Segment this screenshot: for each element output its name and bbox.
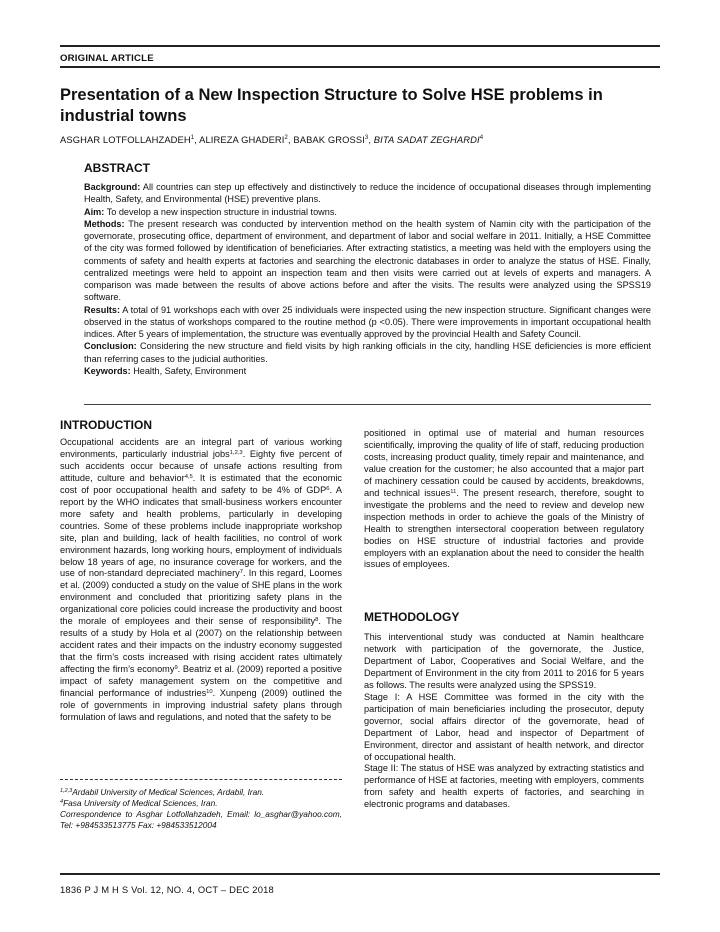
abstract-heading: ABSTRACT: [84, 161, 150, 175]
correspondence-line: Correspondence to Asghar Lotfollahzadeh, Email: lo_asghar@yahoo.com, Tel: +984533513775 Fax: +984533512004: [60, 809, 342, 831]
affiliation-line: $^{1,2,3}$Ardabil University of Medical Sciences, Ardabil, Iran.: [60, 787, 265, 797]
abstract-conclusion: Conclusion: Considering the new structure and field visits by high ranking officials in the city, handling HSE deficiencies is more efficient than referring cases to the judicial authorities.: [84, 341, 651, 364]
citation-marker: 8: [315, 617, 319, 624]
author-list: ASGHAR LOTFOLLAHZADEH$^1$, ALIREZA GHADERI$^2$, BABAK GROSSI$^3$, BITA SADAT ZEGHARDI$^4$: [60, 134, 484, 145]
abstract-aim: Aim: To develop a new inspection structure in industrial towns.: [84, 206, 337, 217]
abstract-body: [84, 181, 651, 377]
author-name: BABAK GROSSI: [293, 134, 365, 145]
abstract-rule: [84, 404, 651, 405]
introduction-heading: INTRODUCTION: [60, 418, 152, 432]
methodology-stage-1: Stage I: A HSE Committee was formed in the city with the participation of main beneficiaries including the prosecutor, deputy governor, social affairs director of the governorate, head of Department of Labor, head and inspector of Department of Environment, director and assistant of health network, and director of occupational health.: [364, 691, 644, 762]
citation-marker: 11: [450, 488, 457, 495]
abstract-background: Background: All countries can step up effectively and distinctively to reduce the incidence of occupational diseases through implementing Health, Safety, and Environmental (HSE) preventive plans.: [84, 182, 651, 205]
affiliation-footnotes: [60, 787, 342, 831]
abstract-results: Results: A total of 91 workshops each with over 25 individuals were inspected using the new inspection structure. Significant changes were observed in the status of workshops compared to the routine method (p <0.05). There were improvements in important occupational health indices. After 5 years of implementation, the structure was eventually approved by the provincial Health and Safety Council.: [84, 304, 651, 339]
affiliation-line: $^4$Fasa University of Medical Sciences, Iran.: [60, 798, 218, 809]
abstract-methods: Methods: The present research was conducted by intervention method on the health system of Namin city with the participation of the governorate, prosecuting office, department of environment, and department of labor and social welfare in 2011. Initially, a HSE Committee of the city was formed followed by identification of beneficiaries. After extracting statistics, a meeting was held with the employers using the comments of safety and health experts at factories and searching the electronic databases in order to analyze the status of HSE. Finally, centralized meetings were held to appoint an inspection team and then visits were carried out at levels of experts and managers. A comparison was made between the results of above actions before and after the visits. The results were analyzed using the SPSS19 software.: [84, 218, 651, 303]
author-affiliation-marker: 4: [479, 135, 484, 141]
methodology-body: [364, 632, 644, 811]
citation-marker: 1,2,3: [229, 449, 243, 456]
introduction-body: [60, 437, 342, 724]
citation-marker: 10: [206, 689, 213, 696]
top-rule: [60, 45, 660, 47]
header-rule: [60, 66, 660, 68]
author-name: ASGHAR LOTFOLLAHZADEH: [60, 134, 191, 145]
citation-marker: 6: [326, 485, 330, 492]
author-affiliation-marker: 3: [364, 135, 369, 141]
author-affiliation-marker: 1: [190, 135, 195, 141]
methodology-heading: METHODOLOGY: [364, 610, 460, 624]
introduction-paragraph: positioned in optimal use of material and human resources scientifically, improving the quality of life of staff, reducing production costs, increasing product quality, timely repair and maintenance, and value creation for the customer; he also accounted that a major part of machinery cessation could be caused by accidents, breakdowns, and technical issues$^{11}$. The present research, therefore, sought to investigate the problems and the need to review and develop new inspection methods in order to achieve the goals of the Ministry of Health to strengthen intersectoral cooperation between regulatory bodies on HSE structure of industrial factories and provide employers with an explanation about the need to consider the health issues of employees.: [364, 428, 644, 570]
introduction-continued: [364, 428, 644, 571]
methodology-stage-2: Stage II: The status of HSE was analyzed by extracting statistics and performance of HSE at factories, meeting with employers, comments from safety and health experts of factories, and searching in electronic programs and databases.: [364, 763, 644, 810]
article-title: Presentation of a New Inspection Structure to Solve HSE problems in industrial towns: [60, 86, 603, 125]
abstract-keywords: Keywords: Health, Safety, Environment: [84, 365, 247, 376]
footer-rule: [60, 873, 660, 875]
author-name: BITA SADAT ZEGHARDI: [373, 134, 480, 145]
citation-marker: 9: [174, 665, 178, 672]
author-affiliation-marker: 2: [284, 135, 288, 141]
introduction-paragraph: Occupational accidents are an integral part of various working environments, particularly industrial jobs$^{1,2,3}$. Eighty five percent of such accidents occur because of unsafe actions resulting from attitude, culture and behavior$^{4,5}$. It is estimated that the economic cost of poor occupational health and safety to be 4% of GDP$^6$. A report by the WHO indicates that small-business workers encounter more safety and health problems, particularly in developing countries. Some of these problems include inappropriate workshop site, plan and building, lack of health facilities, no control of work environment hazards, long working hours, employment of individuals below 18 years of age, no insurance coverage for workers, and the use of non-standard depreciated machinery$^7$. In this regard, Loomes et al. (2009) conducted a study on the value of SHE plans in the work environment and concluded that prioritizing safety plans in the organizational core policies could increase the productivity and boost the morale of employees and their sense of responsibility$^8$. The results of a study by Hola et al (2007) on the relationship between accident rates and their impacts on the industry economy suggested that the firm’s costs increased with rising accident rates ultimately affecting the firm’s economy$^9$. Beatriz et al. (2009) reported a positive impact of safety management system on the competitive and financial performance of industries$^{10}$. Xunpeng (2009) outlined the role of governments in improving industrial safety plans through formulation of laws and regulations, and noted that the safety to be: [60, 437, 343, 722]
author-name: ALIREZA GHADERI: [199, 134, 285, 145]
article-type-label: ORIGINAL ARTICLE: [60, 53, 154, 64]
footnote-separator: [60, 779, 342, 780]
citation-marker: 4,5: [184, 473, 193, 480]
page-footer: 1836 P J M H S Vol. 12, NO. 4, OCT – DEC 2018: [60, 884, 274, 895]
citation-marker: 7: [239, 569, 243, 576]
methodology-paragraph: This interventional study was conducted at Namin healthcare network with participation of the governorate, the Justice, Department of Labor, Cooperatives and Social Welfare, and the Department of Environment in the city from 2011 to 2016 for 5 years as follows. The results were analyzed using the SPSS19.: [364, 632, 644, 690]
